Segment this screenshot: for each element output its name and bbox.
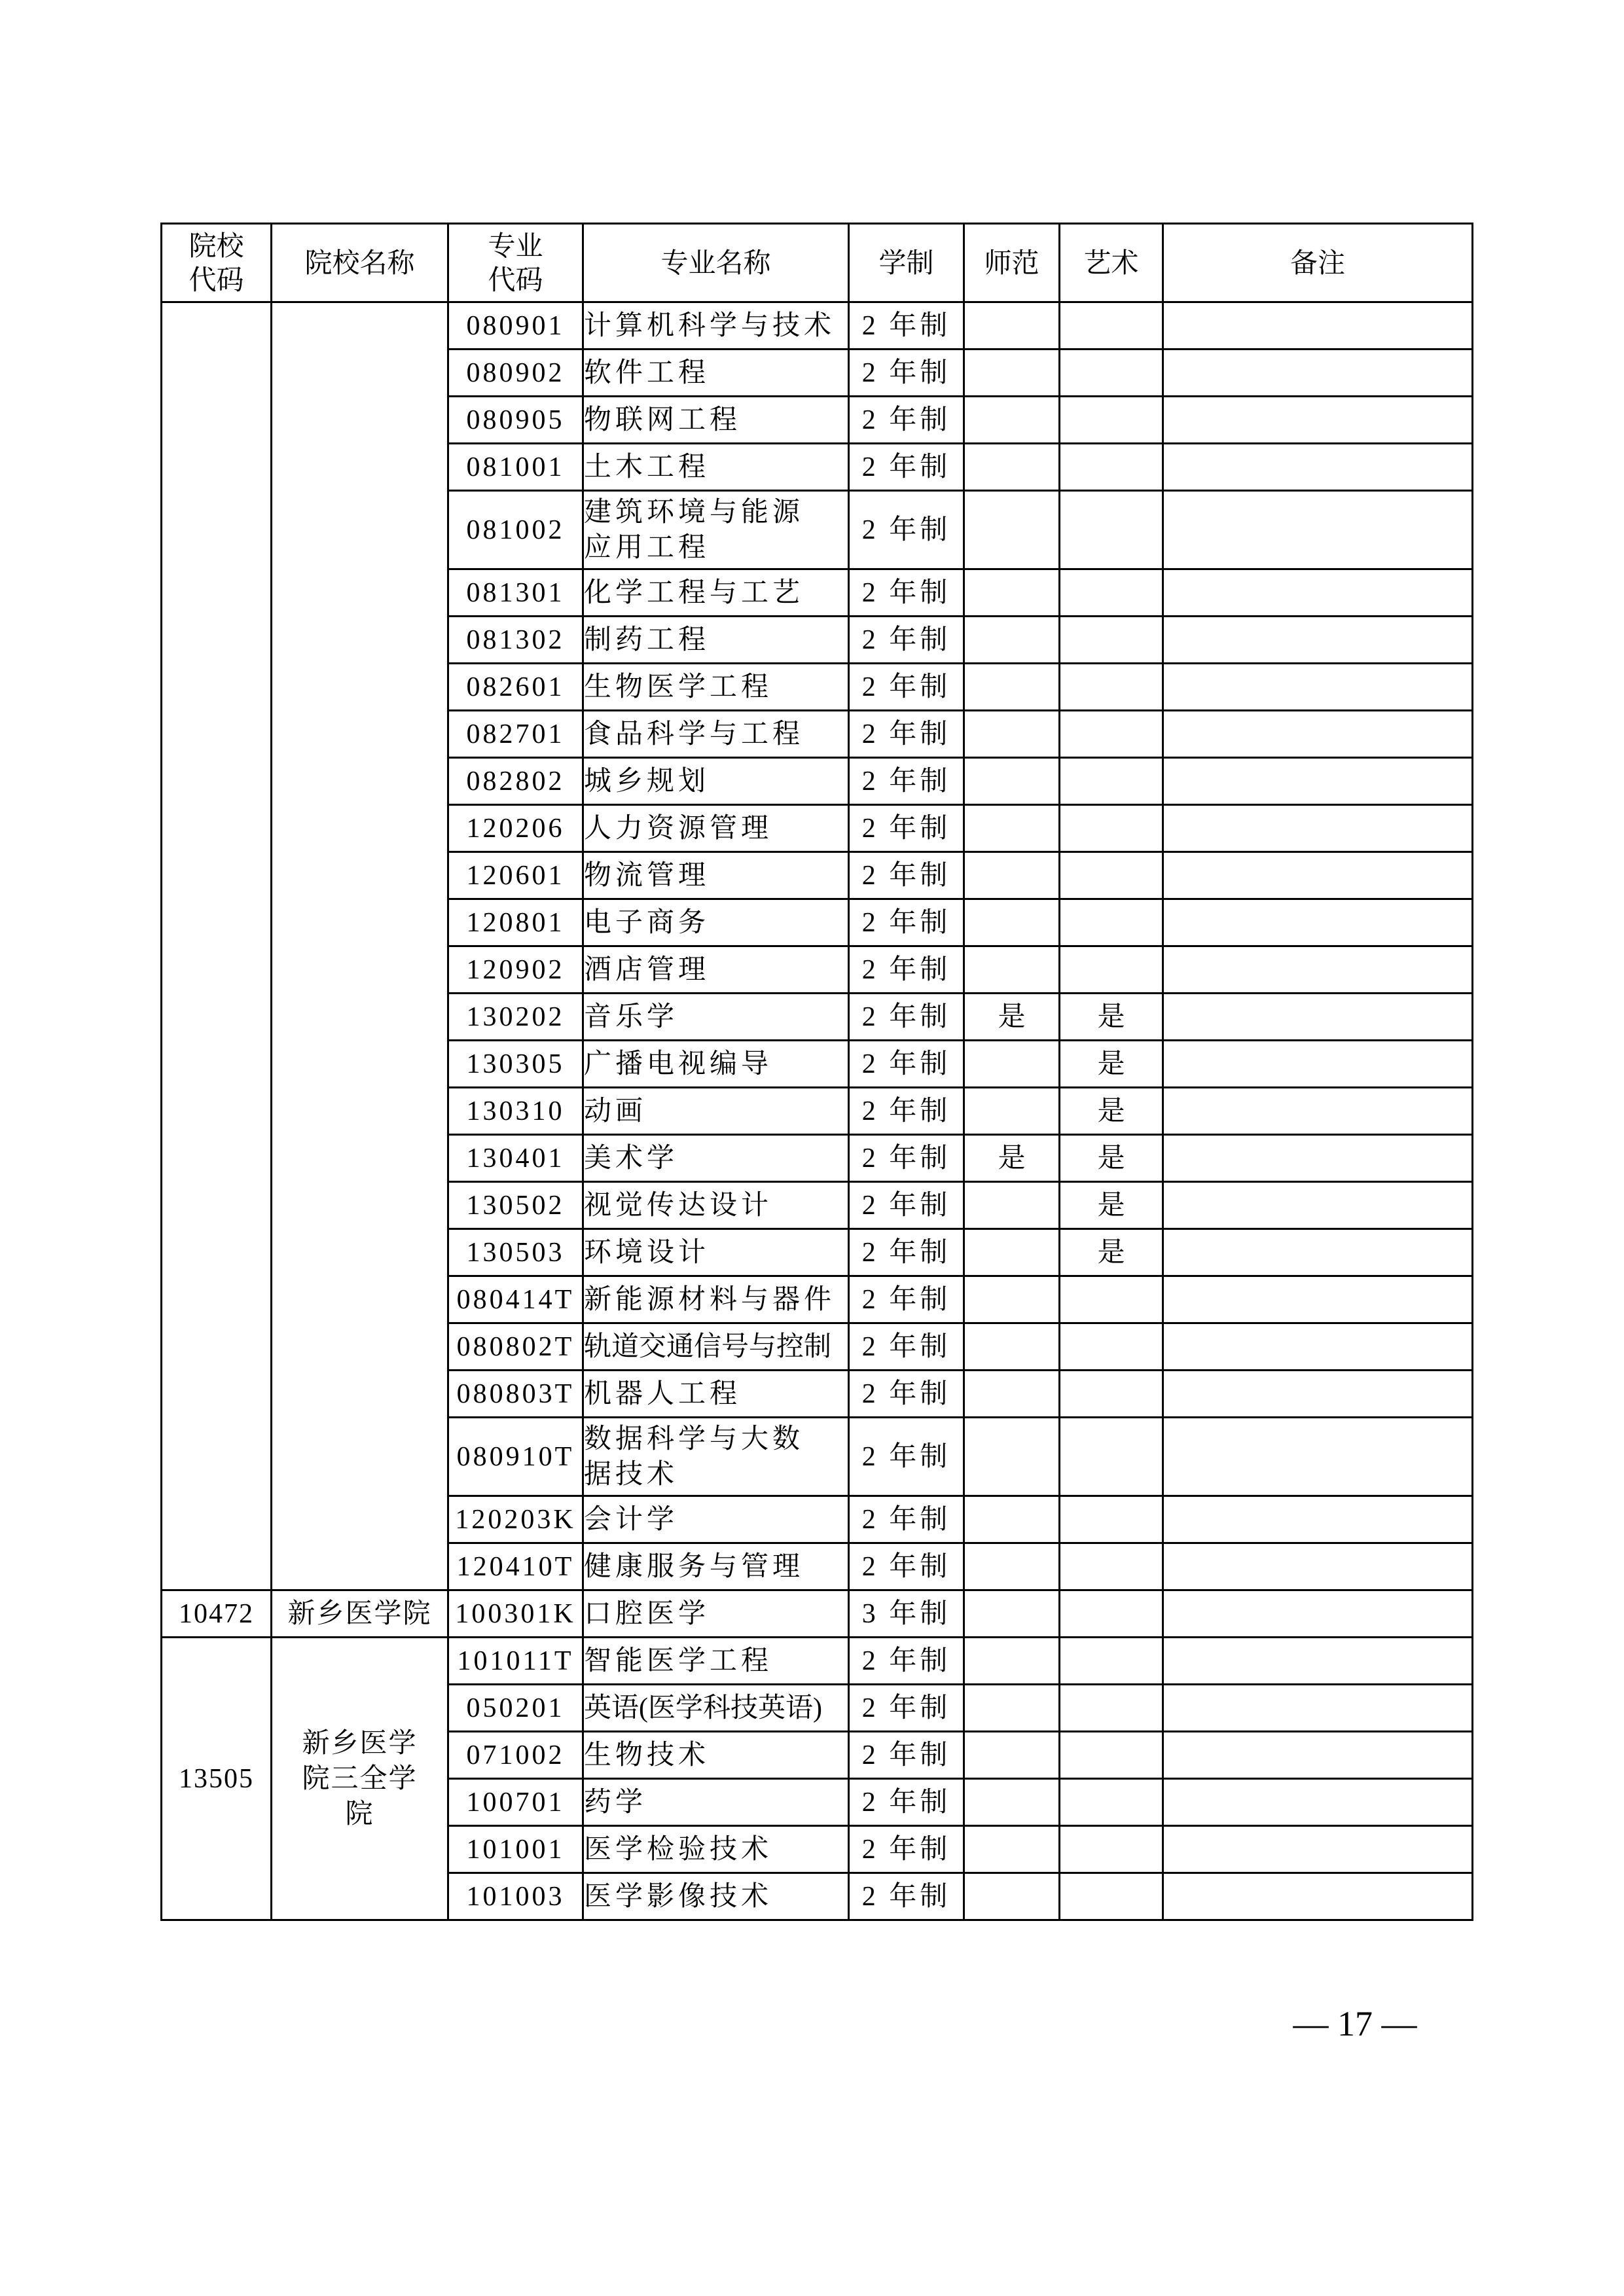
header-art: 艺术 xyxy=(1060,224,1163,302)
major-name-cell: 物联网工程 xyxy=(583,397,849,444)
duration-cell: 2 年制 xyxy=(849,1276,964,1323)
major-code-cell: 081301 xyxy=(448,569,583,617)
remark-cell xyxy=(1163,1371,1473,1418)
art-cell xyxy=(1060,1543,1163,1590)
duration-cell: 2 年制 xyxy=(849,444,964,491)
remark-cell xyxy=(1163,1418,1473,1496)
normal-cell: 是 xyxy=(964,1135,1060,1182)
major-code-cell: 120206 xyxy=(448,805,583,852)
normal-cell xyxy=(964,899,1060,946)
duration-cell: 2 年制 xyxy=(849,1638,964,1685)
table-row xyxy=(162,1638,1473,1685)
duration-cell: 2 年制 xyxy=(849,1543,964,1590)
header-school-name: 院校名称 xyxy=(272,224,448,302)
major-name-cell: 生物技术 xyxy=(583,1732,849,1779)
remark-cell xyxy=(1163,852,1473,899)
major-name-cell: 会计学 xyxy=(583,1496,849,1543)
remark-cell xyxy=(1163,397,1473,444)
remark-cell xyxy=(1163,711,1473,758)
remark-cell xyxy=(1163,758,1473,805)
duration-cell: 3 年制 xyxy=(849,1590,964,1638)
normal-cell xyxy=(964,1826,1060,1873)
remark-cell xyxy=(1163,1873,1473,1920)
art-cell xyxy=(1060,617,1163,664)
major-name-cell: 环境设计 xyxy=(583,1229,849,1276)
major-code-cell: 080414T xyxy=(448,1276,583,1323)
art-cell xyxy=(1060,1732,1163,1779)
normal-cell xyxy=(964,1732,1060,1779)
art-cell xyxy=(1060,899,1163,946)
major-name-cell: 生物医学工程 xyxy=(583,664,849,711)
art-cell xyxy=(1060,946,1163,994)
duration-cell: 2 年制 xyxy=(849,758,964,805)
school-name-cell xyxy=(272,302,448,1590)
header-major-name: 专业名称 xyxy=(583,224,849,302)
major-name-cell: 食品科学与工程 xyxy=(583,711,849,758)
major-code-cell: 130503 xyxy=(448,1229,583,1276)
major-code-cell: 130502 xyxy=(448,1182,583,1229)
major-code-cell: 120601 xyxy=(448,852,583,899)
major-code-cell: 081302 xyxy=(448,617,583,664)
major-name-cell: 软件工程 xyxy=(583,350,849,397)
duration-cell: 2 年制 xyxy=(849,852,964,899)
major-name-cell: 城乡规划 xyxy=(583,758,849,805)
major-code-cell: 120902 xyxy=(448,946,583,994)
normal-cell xyxy=(964,397,1060,444)
table-header-row xyxy=(162,224,1473,302)
major-name-cell: 土木工程 xyxy=(583,444,849,491)
duration-cell: 2 年制 xyxy=(849,994,964,1041)
major-name-cell: 数据科学与大数据技术 xyxy=(583,1418,849,1496)
duration-cell: 2 年制 xyxy=(849,664,964,711)
normal-cell xyxy=(964,1685,1060,1732)
normal-cell xyxy=(964,1276,1060,1323)
school-name-cell: 新乡医学院 xyxy=(272,1590,448,1638)
major-name-cell: 美术学 xyxy=(583,1135,849,1182)
art-cell xyxy=(1060,569,1163,617)
duration-cell: 2 年制 xyxy=(849,711,964,758)
major-code-cell: 101001 xyxy=(448,1826,583,1873)
remark-cell xyxy=(1163,1543,1473,1590)
art-cell xyxy=(1060,711,1163,758)
remark-cell xyxy=(1163,1135,1473,1182)
major-name-cell: 建筑环境与能源应用工程 xyxy=(583,491,849,569)
normal-cell xyxy=(964,805,1060,852)
major-code-cell: 130305 xyxy=(448,1041,583,1088)
normal-cell xyxy=(964,1323,1060,1371)
remark-cell xyxy=(1163,1732,1473,1779)
remark-cell xyxy=(1163,994,1473,1041)
normal-cell xyxy=(964,444,1060,491)
remark-cell xyxy=(1163,569,1473,617)
duration-cell: 2 年制 xyxy=(849,617,964,664)
normal-cell xyxy=(964,1779,1060,1826)
major-code-cell: 120801 xyxy=(448,899,583,946)
normal-cell xyxy=(964,711,1060,758)
duration-cell: 2 年制 xyxy=(849,1323,964,1371)
duration-cell: 2 年制 xyxy=(849,805,964,852)
major-code-cell: 080802T xyxy=(448,1323,583,1371)
duration-cell: 2 年制 xyxy=(849,1732,964,1779)
major-code-cell: 080910T xyxy=(448,1418,583,1496)
normal-cell xyxy=(964,758,1060,805)
page-number: — 17 — xyxy=(1293,2004,1417,2043)
normal-cell xyxy=(964,350,1060,397)
art-cell: 是 xyxy=(1060,1041,1163,1088)
remark-cell xyxy=(1163,302,1473,350)
major-name-cell: 新能源材料与器件 xyxy=(583,1276,849,1323)
major-code-cell: 100701 xyxy=(448,1779,583,1826)
duration-cell: 2 年制 xyxy=(849,899,964,946)
major-code-cell: 100301K xyxy=(448,1590,583,1638)
art-cell xyxy=(1060,1685,1163,1732)
art-cell xyxy=(1060,1371,1163,1418)
major-code-cell: 120410T xyxy=(448,1543,583,1590)
remark-cell xyxy=(1163,350,1473,397)
art-cell xyxy=(1060,1873,1163,1920)
major-code-cell: 101011T xyxy=(448,1638,583,1685)
major-name-cell: 制药工程 xyxy=(583,617,849,664)
major-code-cell: 120203K xyxy=(448,1496,583,1543)
normal-cell xyxy=(964,1041,1060,1088)
art-cell xyxy=(1060,1276,1163,1323)
art-cell xyxy=(1060,1323,1163,1371)
art-cell xyxy=(1060,397,1163,444)
major-code-cell: 080905 xyxy=(448,397,583,444)
remark-cell xyxy=(1163,1229,1473,1276)
duration-cell: 2 年制 xyxy=(849,1182,964,1229)
normal-cell xyxy=(964,1182,1060,1229)
major-name-cell: 药学 xyxy=(583,1779,849,1826)
major-name-cell: 智能医学工程 xyxy=(583,1638,849,1685)
art-cell xyxy=(1060,1496,1163,1543)
remark-cell xyxy=(1163,617,1473,664)
school-code-cell: 13505 xyxy=(162,1638,272,1920)
major-code-cell: 081002 xyxy=(448,491,583,569)
header-major-code: 专业代码 xyxy=(448,224,583,302)
duration-cell: 2 年制 xyxy=(849,1041,964,1088)
remark-cell xyxy=(1163,1088,1473,1135)
art-cell xyxy=(1060,444,1163,491)
normal-cell xyxy=(964,491,1060,569)
major-name-cell: 机器人工程 xyxy=(583,1371,849,1418)
art-cell xyxy=(1060,1590,1163,1638)
remark-cell xyxy=(1163,946,1473,994)
duration-cell: 2 年制 xyxy=(849,1088,964,1135)
major-name-cell: 物流管理 xyxy=(583,852,849,899)
normal-cell xyxy=(964,1371,1060,1418)
art-cell xyxy=(1060,1826,1163,1873)
art-cell: 是 xyxy=(1060,994,1163,1041)
major-name-cell: 英语(医学科技英语) xyxy=(583,1685,849,1732)
remark-cell xyxy=(1163,1496,1473,1543)
art-cell xyxy=(1060,758,1163,805)
major-name-cell: 音乐学 xyxy=(583,994,849,1041)
art-cell xyxy=(1060,491,1163,569)
normal-cell xyxy=(964,1088,1060,1135)
remark-cell xyxy=(1163,1276,1473,1323)
duration-cell: 2 年制 xyxy=(849,1135,964,1182)
duration-cell: 2 年制 xyxy=(849,946,964,994)
duration-cell: 2 年制 xyxy=(849,350,964,397)
major-code-cell: 082601 xyxy=(448,664,583,711)
major-name-cell: 动画 xyxy=(583,1088,849,1135)
normal-cell xyxy=(964,1418,1060,1496)
art-cell xyxy=(1060,852,1163,899)
normal-cell xyxy=(964,617,1060,664)
art-cell xyxy=(1060,1418,1163,1496)
art-cell xyxy=(1060,350,1163,397)
remark-cell xyxy=(1163,1826,1473,1873)
normal-cell: 是 xyxy=(964,994,1060,1041)
art-cell xyxy=(1060,1779,1163,1826)
duration-cell: 2 年制 xyxy=(849,1685,964,1732)
table-row xyxy=(162,302,1473,350)
major-name-cell: 口腔医学 xyxy=(583,1590,849,1638)
majors-table xyxy=(160,223,1473,1921)
normal-cell xyxy=(964,1229,1060,1276)
remark-cell xyxy=(1163,1590,1473,1638)
normal-cell xyxy=(964,569,1060,617)
major-code-cell: 080902 xyxy=(448,350,583,397)
art-cell: 是 xyxy=(1060,1088,1163,1135)
major-name-cell: 计算机科学与技术 xyxy=(583,302,849,350)
art-cell: 是 xyxy=(1060,1182,1163,1229)
remark-cell xyxy=(1163,805,1473,852)
major-code-cell: 080901 xyxy=(448,302,583,350)
duration-cell: 2 年制 xyxy=(849,491,964,569)
duration-cell: 2 年制 xyxy=(849,397,964,444)
major-code-cell: 081001 xyxy=(448,444,583,491)
art-cell xyxy=(1060,805,1163,852)
normal-cell xyxy=(964,1543,1060,1590)
major-code-cell: 130310 xyxy=(448,1088,583,1135)
table-body xyxy=(162,302,1473,1920)
normal-cell xyxy=(964,946,1060,994)
major-name-cell: 化学工程与工艺 xyxy=(583,569,849,617)
normal-cell xyxy=(964,1496,1060,1543)
remark-cell xyxy=(1163,1182,1473,1229)
duration-cell: 2 年制 xyxy=(849,1371,964,1418)
remark-cell xyxy=(1163,1685,1473,1732)
remark-cell xyxy=(1163,491,1473,569)
duration-cell: 2 年制 xyxy=(849,1826,964,1873)
art-cell: 是 xyxy=(1060,1135,1163,1182)
header-school-code: 院校代码 xyxy=(162,224,272,302)
school-name-cell: 新乡医学院三全学院 xyxy=(272,1638,448,1920)
school-code-cell: 10472 xyxy=(162,1590,272,1638)
header-duration: 学制 xyxy=(849,224,964,302)
duration-cell: 2 年制 xyxy=(849,569,964,617)
major-name-cell: 视觉传达设计 xyxy=(583,1182,849,1229)
school-code-cell xyxy=(162,302,272,1590)
major-name-cell: 轨道交通信号与控制 xyxy=(583,1323,849,1371)
major-code-cell: 050201 xyxy=(448,1685,583,1732)
remark-cell xyxy=(1163,1638,1473,1685)
remark-cell xyxy=(1163,899,1473,946)
major-name-cell: 医学影像技术 xyxy=(583,1873,849,1920)
duration-cell: 2 年制 xyxy=(849,1873,964,1920)
major-code-cell: 080803T xyxy=(448,1371,583,1418)
major-code-cell: 130401 xyxy=(448,1135,583,1182)
major-code-cell: 082802 xyxy=(448,758,583,805)
major-name-cell: 健康服务与管理 xyxy=(583,1543,849,1590)
major-code-cell: 130202 xyxy=(448,994,583,1041)
normal-cell xyxy=(964,302,1060,350)
normal-cell xyxy=(964,1873,1060,1920)
normal-cell xyxy=(964,664,1060,711)
remark-cell xyxy=(1163,1323,1473,1371)
remark-cell xyxy=(1163,1779,1473,1826)
major-name-cell: 医学检验技术 xyxy=(583,1826,849,1873)
remark-cell xyxy=(1163,1041,1473,1088)
major-code-cell: 082701 xyxy=(448,711,583,758)
duration-cell: 2 年制 xyxy=(849,1229,964,1276)
duration-cell: 2 年制 xyxy=(849,1418,964,1496)
art-cell xyxy=(1060,664,1163,711)
major-name-cell: 酒店管理 xyxy=(583,946,849,994)
duration-cell: 2 年制 xyxy=(849,302,964,350)
duration-cell: 2 年制 xyxy=(849,1496,964,1543)
normal-cell xyxy=(964,852,1060,899)
header-normal: 师范 xyxy=(964,224,1060,302)
major-name-cell: 广播电视编导 xyxy=(583,1041,849,1088)
major-code-cell: 071002 xyxy=(448,1732,583,1779)
art-cell xyxy=(1060,1638,1163,1685)
normal-cell xyxy=(964,1590,1060,1638)
art-cell: 是 xyxy=(1060,1229,1163,1276)
duration-cell: 2 年制 xyxy=(849,1779,964,1826)
major-name-cell: 电子商务 xyxy=(583,899,849,946)
remark-cell xyxy=(1163,444,1473,491)
header-remark: 备注 xyxy=(1163,224,1473,302)
art-cell xyxy=(1060,302,1163,350)
remark-cell xyxy=(1163,664,1473,711)
normal-cell xyxy=(964,1638,1060,1685)
major-code-cell: 101003 xyxy=(448,1873,583,1920)
major-name-cell: 人力资源管理 xyxy=(583,805,849,852)
table-row xyxy=(162,1590,1473,1638)
